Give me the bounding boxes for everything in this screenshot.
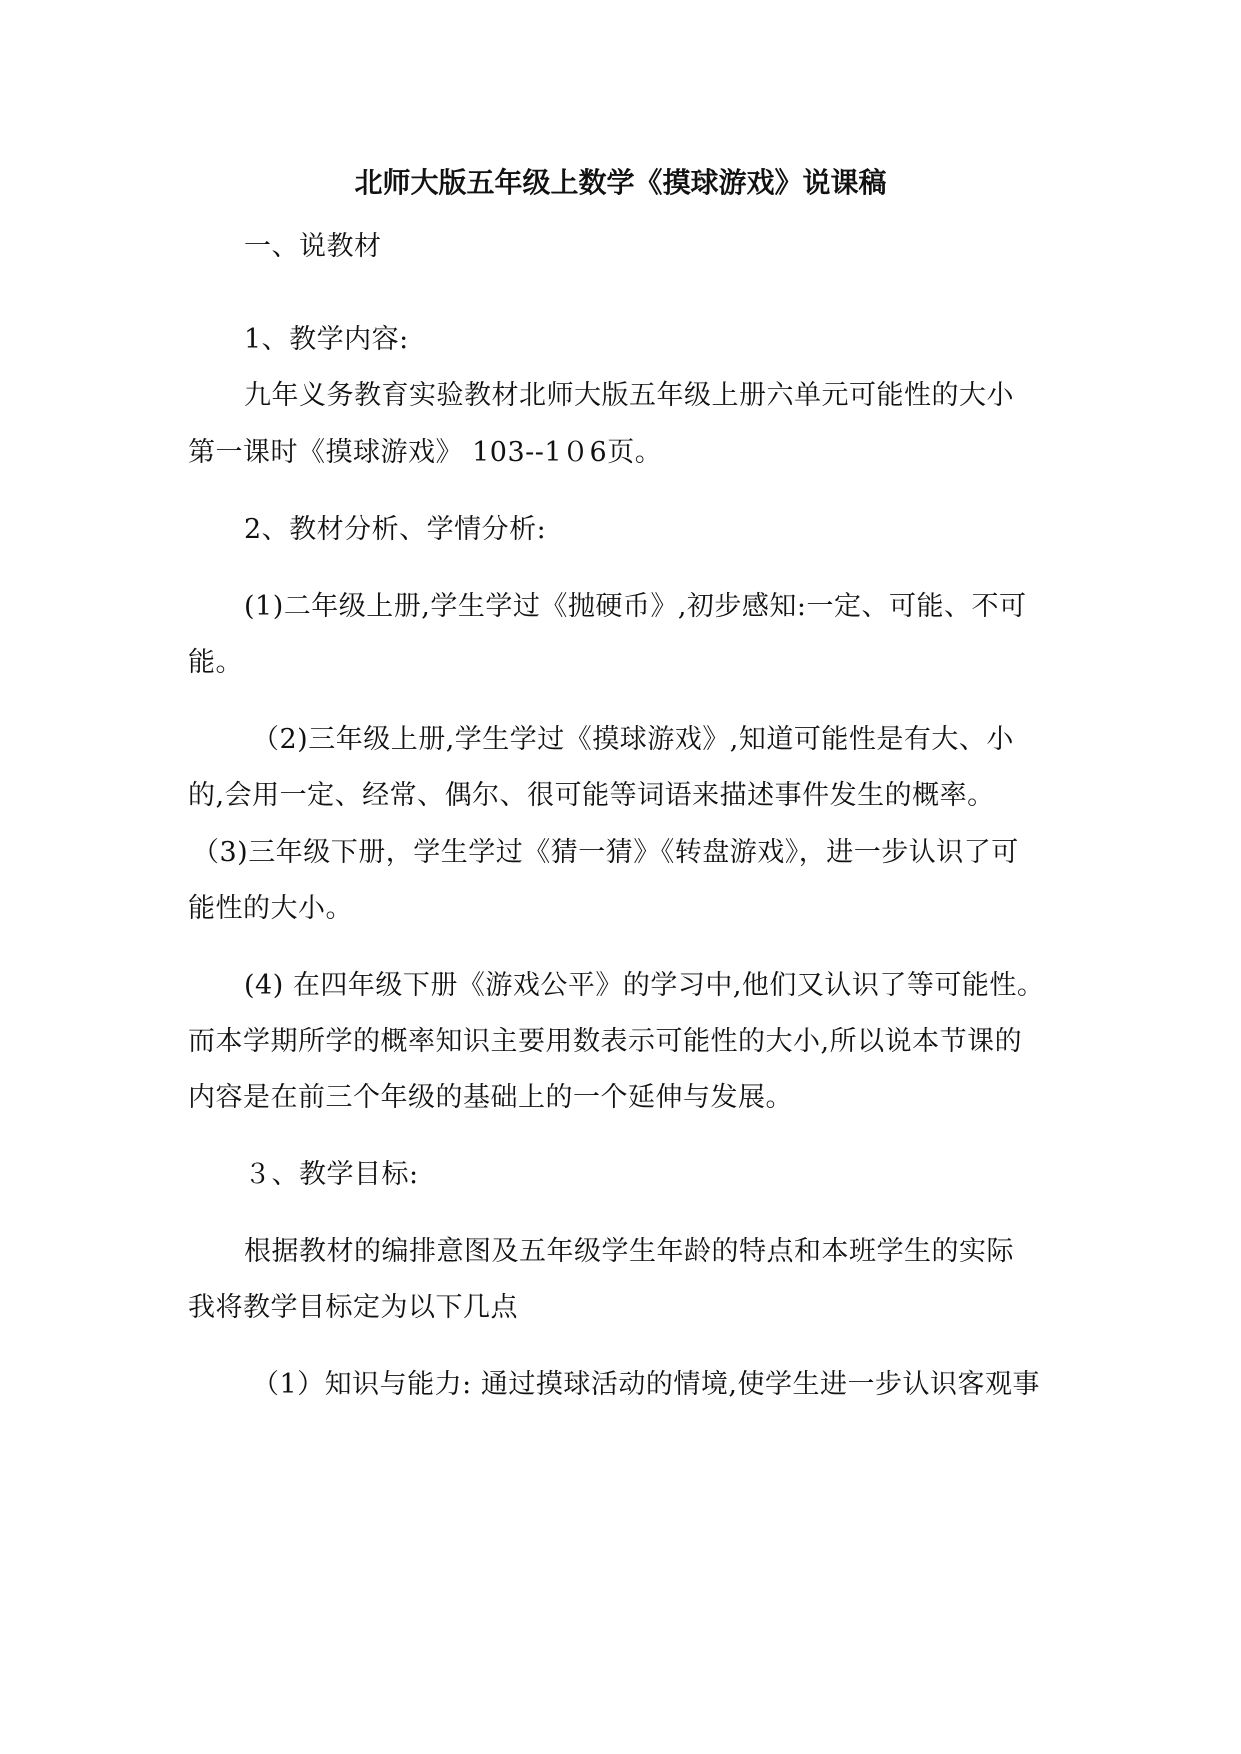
paragraph-line: （2)三年级上册,学生学过《摸球游戏》,知道可能性是有大、小 xyxy=(252,724,1014,755)
paragraph-line: 根据教材的编排意图及五年级学生年龄的特点和本班学生的实际 xyxy=(244,1236,1014,1267)
paragraph-line: 九年义务教育实验教材北师大版五年级上册六单元可能性的大小 xyxy=(244,380,1014,411)
paragraph-line: 我将教学目标定为以下几点 xyxy=(188,1292,518,1323)
paragraph-line: 第一课时《摸球游戏》 103--1０6页。 xyxy=(188,437,663,468)
subheading-teaching-content: 1、教学内容: xyxy=(244,324,409,355)
section-heading-textbook: 一、说教材 xyxy=(244,231,382,262)
paragraph-line: 而本学期所学的概率知识主要用数表示可能性的大小,所以说本节课的 xyxy=(188,1026,1023,1057)
document-title: 北师大版五年级上数学《摸球游戏》说课稿 xyxy=(354,166,887,199)
paragraph-line: 的,会用一定、经常、偶尔、很可能等词语来描述事件发生的概率。 xyxy=(188,780,995,811)
subheading-analysis: 2、教材分析、学情分析: xyxy=(244,514,547,545)
paragraph-line: （3)三年级下册，学生学过《猜一猜》《转盘游戏》，进一步认识了可 xyxy=(192,837,1019,868)
paragraph-line: （1）知识与能力: 通过摸球活动的情境,使学生进一步认识客观事 xyxy=(252,1369,1040,1400)
paragraph-line: 能性的大小。 xyxy=(188,893,353,924)
subheading-teaching-goals: ３、教学目标: xyxy=(244,1159,419,1190)
paragraph-line: 内容是在前三个年级的基础上的一个延伸与发展。 xyxy=(188,1082,793,1113)
paragraph-line: (4) 在四年级下册《游戏公平》的学习中,他们又认识了等可能性。 xyxy=(244,970,1045,1001)
paragraph-line: (1)二年级上册,学生学过《抛硬币》,初步感知:一定、可能、不可 xyxy=(244,591,1027,622)
paragraph-line: 能。 xyxy=(188,647,243,678)
